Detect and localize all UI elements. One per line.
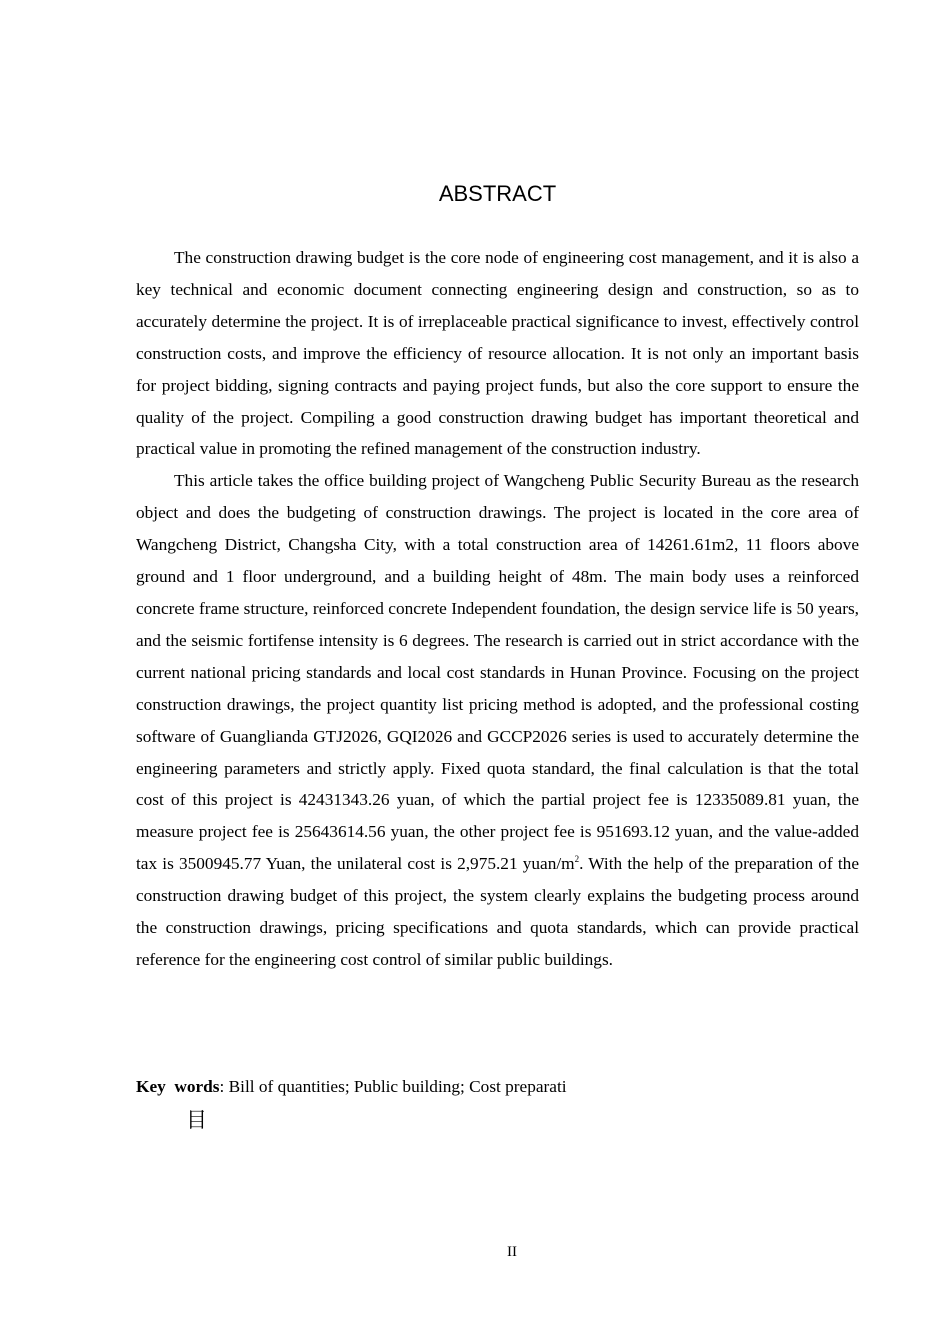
keywords-line: [136, 1071, 859, 1103]
toc-heading: 目: [186, 1108, 207, 1132]
keywords-separator: :: [219, 1077, 229, 1096]
paragraph-2-text-main: This article takes the office building project of Wangcheng Public Security Bureau as the research object and does the budgeting of construction drawings. The project is located in the core area of Wangcheng District, Changsha City, with a total construction area of 14261.61m2, 11 floors above ground and 1 floor underground, and a building height of 48m. The main body uses a reinforced concrete frame structure, reinforced concrete Independent foundation, the design service life is 50 years, and the seismic fortifense intensity is 6 degrees. The research is carried out in strict accordance with the current national pricing standards and local cost standards in Hunan Province. Focusing on the project construction drawings, the project quantity list pricing method is adopted, and the professional costing software of Guanglianda GTJ2026, GQI2026 and GCCP2026 series is used to accurately determine the engineering parameters and strictly apply. Fixed quota standard, the final calculation is that the total cost of this project is 42431343.26 yuan, of which the partial project fee is 12335089.81 yuan, the measure project fee is 25643614.56 yuan, the other project fee is 951693.12 yuan, and the value-added tax is 3500945.77 Yuan, the unilateral cost is 2,975.21 yuan/m: [136, 471, 859, 874]
page-number: II: [507, 1244, 517, 1260]
abstract-paragraph-1: The construction drawing budget is the core node of engineering cost management, and it is also a key technical and economic document connecting engineering design and construction, so as to accurately determine the project. It is of irreplaceable practical significance to invest, effectively control construction costs, and improve the efficiency of resource allocation. It is not only an important basis for project bidding, signing contracts and paying project funds, but also the core support to ensure the quality of the project. Compiling a good construction drawing budget has important theoretical and practical value in promoting the refined management of the construction industry.: [136, 248, 859, 459]
abstract-paragraph-2: [136, 465, 859, 976]
paragraph-2-text-end: . With the help of the preparation of the construction drawing budget of this project, the system clearly explains the budgeting process around the construction drawings, pricing specifications and quota standards, which can provide practical reference for the engineering cost control of similar public buildings.: [136, 854, 859, 969]
keywords-label: Key words: [136, 1077, 220, 1096]
keywords-value: Bill of quantities; Public building; Cost preparati: [228, 1077, 567, 1096]
superscript-exponent: 2: [574, 854, 580, 865]
abstract-title: ABSTRACT: [438, 181, 557, 206]
abstract-body: [136, 242, 859, 976]
